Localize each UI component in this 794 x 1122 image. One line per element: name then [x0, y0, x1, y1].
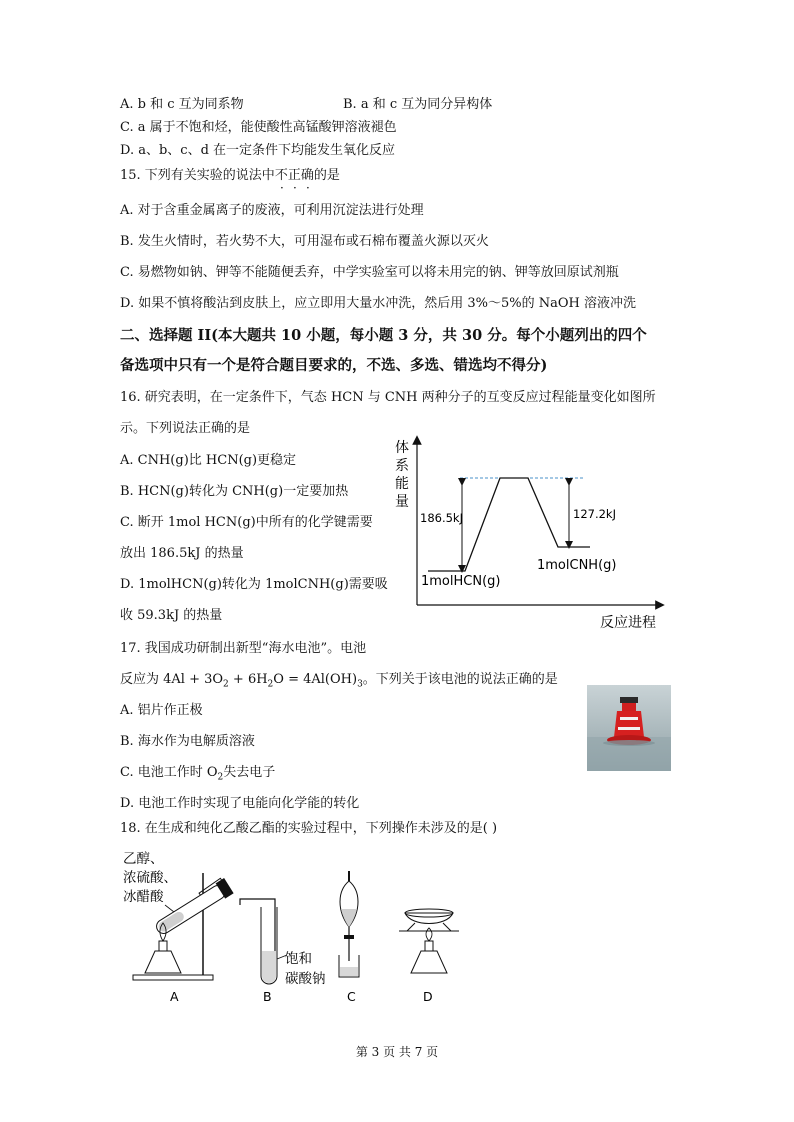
q15-option-a: A. 对于含重金属离子的废液，可利用沉淀法进行处理: [120, 203, 424, 218]
section2-line1: 二、选择题 II(本大题共 10 小题，每小题 3 分，共 30 分。每个小题列出的四个: [120, 327, 647, 344]
apparatus-c-separatory-funnel: [339, 871, 359, 1004]
q16-option-d-line2: 收 59.3kJ 的热量: [120, 608, 223, 623]
page-footer: 第 3 页 共 7 页: [355, 1045, 439, 1059]
q16-option-d-line1: D. 1molHCN(g)转化为 1molCNH(g)需要吸: [120, 577, 388, 592]
q16-stem-line1: 16. 研究表明，在一定条件下，气态 HCN 与 CNH 两种分子的互变反应过程能量变化如图所: [120, 390, 656, 405]
y-axis-label-4: 量: [395, 494, 409, 510]
q17-option-c: C. 电池工作时 $O_2$失去电子: [120, 765, 276, 783]
y-axis-label-2: 系: [395, 458, 409, 474]
caption-a: A: [170, 989, 179, 1004]
saturated-label: 饱和: [285, 951, 312, 967]
q17-stem-line1: 17. 我国成功研制出新型“海水电池”。电池: [120, 641, 367, 656]
q14-option-b: B. a 和 c 互为同分异构体: [343, 97, 493, 112]
sodium-carbonate-label: 碳酸钠: [285, 971, 326, 987]
left-species-label: 1molHCN(g): [421, 574, 501, 589]
right-energy-label: 127.2kJ: [573, 507, 616, 521]
section2-line2: 备选项中只有一个是符合题目要求的，不选、多选、错选均不得分): [120, 357, 548, 374]
caption-d: D: [423, 989, 433, 1004]
reagent-acetic-acid-label: 冰醋酸: [123, 889, 164, 905]
q17-option-b: B. 海水作为电解质溶液: [120, 734, 255, 749]
right-species-label: 1molCNH(g): [537, 558, 617, 573]
caption-c: C: [347, 989, 356, 1004]
apparatus-b-sodium-carbonate-tube: [240, 899, 326, 1004]
energy-diagram: [390, 430, 680, 635]
apparatus-a-heating-test-tube: [123, 851, 234, 1004]
q14-option-a: A. b 和 c 互为同系物: [120, 97, 244, 112]
q15-stem: 15. 下列有关实验的说法中不正确的是: [120, 168, 340, 183]
q16-stem-line2: 示。下列说法正确的是: [120, 421, 251, 436]
sea-buoy-photo: [587, 685, 671, 771]
left-energy-label: 186.5kJ: [420, 511, 463, 525]
q16-option-c-line2: 放出 186.5kJ 的热量: [120, 546, 244, 561]
q15-option-b: B. 发生火情时，若火势不大，可用湿布或石棉布覆盖火源以灭火: [120, 234, 489, 249]
q16-option-b: B. HCN(g)转化为 CNH(g)一定要加热: [120, 484, 349, 499]
q16-option-a: A. CNH(g)比 HCN(g)更稳定: [120, 453, 297, 468]
y-axis-label-3: 能: [395, 476, 409, 492]
q14-option-c: C. a 属于不饱和烃，能使酸性高锰酸钾溶液褪色: [120, 120, 397, 135]
q17-option-a: A. 铝片作正极: [120, 703, 203, 718]
q17-stem-line2: 反应为 $4Al + 3O_2 + 6H_2O = 4Al(OH)_3$。下列关于该电池的说法正确的是: [120, 672, 558, 690]
q14-option-d: D. a、b、c、d 在一定条件下均能发生氧化反应: [120, 143, 396, 158]
q18-stem: 18. 在生成和纯化乙酸乙酯的实验过程中，下列操作未涉及的是( ): [120, 821, 498, 836]
y-axis-label-1: 体: [395, 440, 409, 456]
apparatus-d-evaporating-dish: [399, 909, 459, 1004]
q18-apparatus-figure: [115, 843, 475, 1008]
caption-b: B: [263, 989, 272, 1004]
reagent-ethanol-label: 乙醇、: [123, 851, 164, 867]
q16-option-c-line1: C. 断开 1mol HCN(g)中所有的化学键需要: [120, 515, 373, 530]
q15-option-d: D. 如果不慎将酸沾到皮肤上，应立即用大量水冲洗，然后用 3%～5%的 NaOH 溶液冲洗: [120, 296, 636, 311]
reagent-sulfuric-acid-label: 浓硫酸、: [123, 870, 177, 886]
q15-option-c: C. 易燃物如钠、钾等不能随便丢弃，中学实验室可以将未用完的钠、钾等放回原试剂瓶: [120, 265, 619, 280]
x-axis-label: 反应进程: [600, 615, 656, 631]
q17-option-d: D. 电池工作时实现了电能向化学能的转化: [120, 796, 360, 811]
